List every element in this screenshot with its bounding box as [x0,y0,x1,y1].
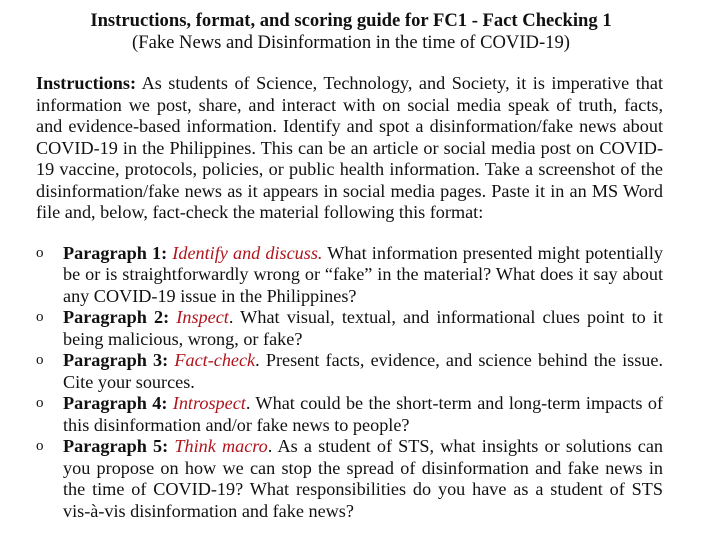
paragraph-action: Identify and discuss. [172,242,323,263]
paragraph-action: Think macro [174,436,268,456]
instructions-text: As students of Science, Technology, and Society, it is imperative that information we post, share, and interact with on social media speak of truth, facts, and evidence-based information. Identify and spot a disinformation/fake news about COVID-19 in the Philippines. This can be an article or social media post on COVID-19 vaccine, protocols, policies, or public health information. Take a screenshot of the disinformation/fake news as it appears in social media pages. Paste it in an MS Word file and, below, fact-check the material following this format: [36,73,663,222]
paragraph-description: . As a student of STS, what insights or solutions can you propose on how we can stop the spread of disinformation and fake news in the time of COVID-19? What responsibilities do you have as a student of STS vis-à-vis disinformation and fake news? [63,436,663,521]
hollow-bullet-icon: o [36,395,44,411]
paragraph-label: Paragraph 4 [63,393,162,413]
paragraph-description: What information presented might potentially be or is straightforwardly wrong or “fake” in the material? What does it say about any COVID-19 issue in the Philippines? [63,242,663,306]
list-item-paragraph-2 [36,307,663,350]
paragraph-label: Paragraph 1 [63,242,162,263]
paragraph-description: . What could be the short-term and long-term impacts of this disinformation and/or fake news to people? [63,393,663,435]
document-subtitle: (Fake News and Disinformation in the time of COVID-19) [132,32,570,53]
hollow-bullet-icon: o [36,244,44,261]
paragraph-separator: : [162,350,175,370]
list-item-paragraph-4 [36,393,663,436]
paragraph-label: Paragraph 2 [63,307,164,327]
instructions-paragraph [36,73,663,224]
paragraph-label: Paragraph 3 [63,350,163,370]
paragraph-description: . What visual, textual, and informational clues point to it being malicious, wrong, or fake? [63,307,663,349]
paragraph-separator: : [163,307,177,327]
paragraph-separator: : [162,436,175,456]
list-item-paragraph-1 [36,243,663,308]
hollow-bullet-icon: o [36,309,44,325]
list-item-paragraph-5 [36,436,663,522]
hollow-bullet-icon: o [36,438,44,454]
paragraph-format-list [36,243,663,523]
paragraph-label: Paragraph 5 [63,436,163,456]
paragraph-description: . Present facts, evidence, and science behind the issue. Cite your sources. [63,350,663,392]
list-item-paragraph-3 [36,350,663,393]
paragraph-separator: : [161,242,173,263]
paragraph-action: Fact-check [174,350,256,370]
document-title: Instructions, format, and scoring guide for FC1 - Fact Checking 1 [90,10,612,31]
paragraph-action: Inspect [176,307,229,327]
instructions-label: Instructions: [36,73,137,93]
hollow-bullet-icon: o [36,352,44,368]
paragraph-separator: : [161,393,173,413]
paragraph-action: Introspect [172,393,246,413]
